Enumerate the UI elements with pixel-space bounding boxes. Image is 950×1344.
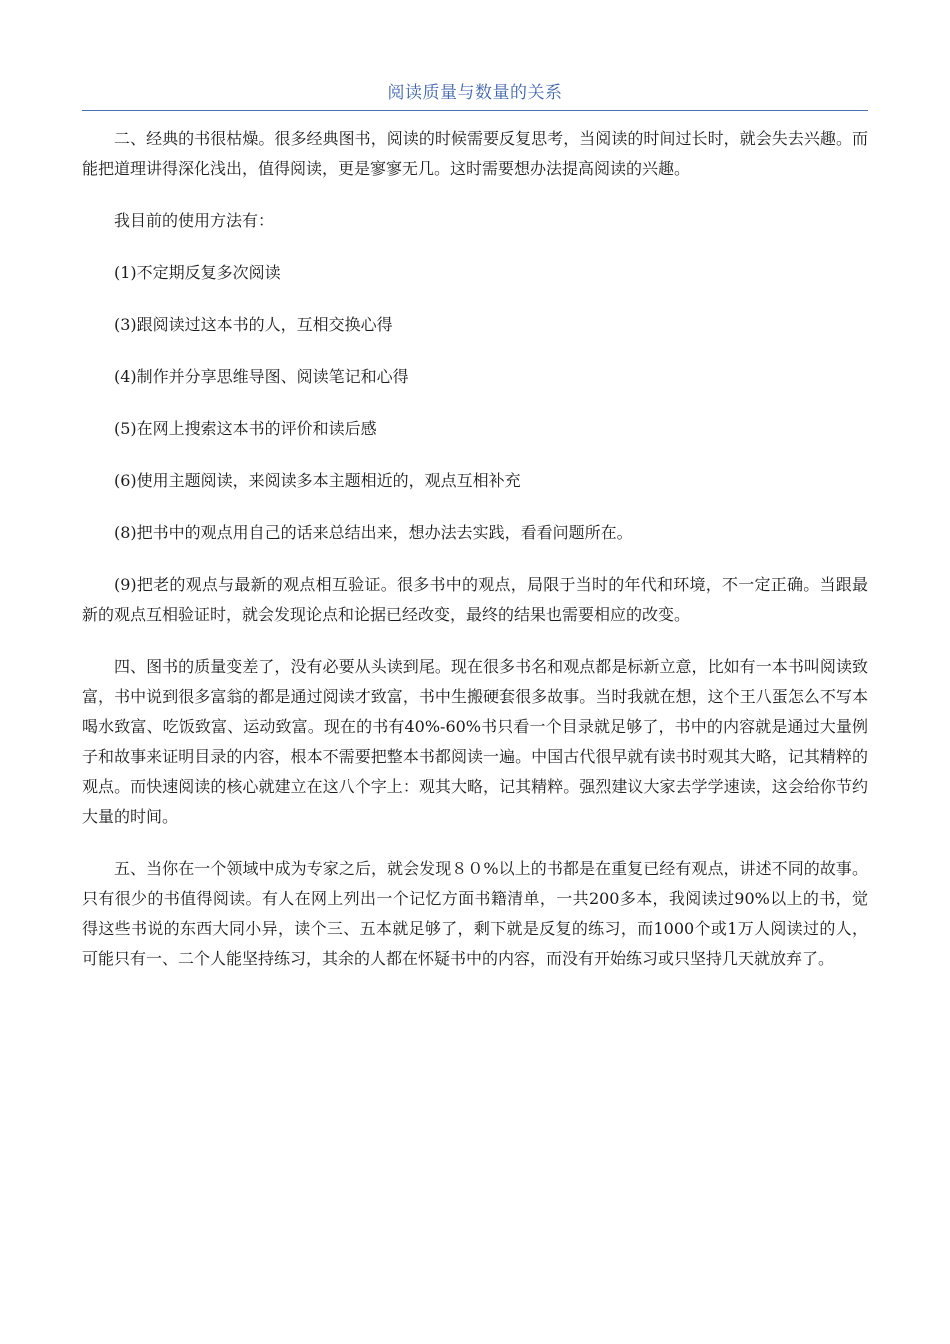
page-header — [82, 80, 868, 111]
paragraph-methods-intro: 我目前的使用方法有： — [114, 211, 275, 230]
document-body — [82, 124, 868, 974]
paragraph-expert: 五、当你在一个领域中成为专家之后，就会发现８０%以上的书都是在重复已经有观点，讲述不同的故事。只有很少的书值得阅读。有人在网上列出一个记忆方面书籍清单，一共200多本，我阅读过90%以上的书，觉得这些书说的东西大同小异，读个三、五本就足够了，剩下就是反复的练习，而1000个或1万人阅读过的人，可能只有一、二个人能坚持练习，其余的人都在怀疑书中的内容，而没有开始练习或只坚持几天就放弃了。 — [82, 859, 868, 968]
list-item: (4)制作并分享思维导图、阅读笔记和心得 — [114, 367, 409, 386]
paragraph-verify-views: (9)把老的观点与最新的观点相互验证。很多书中的观点，局限于当时的年代和环境，不一定正确。当跟最新的观点互相验证时，就会发现论点和论据已经改变，最终的结果也需要相应的改变。 — [82, 575, 868, 624]
list-item: (3)跟阅读过这本书的人，互相交换心得 — [114, 315, 393, 334]
list-item: (1)不定期反复多次阅读 — [114, 263, 281, 282]
list-item: (6)使用主题阅读，来阅读多本主题相近的，观点互相补充 — [114, 471, 521, 490]
header-title: 阅读质量与数量的关系 — [387, 83, 563, 103]
paragraph-classic-books: 二、经典的书很枯燥。很多经典图书，阅读的时候需要反复思考，当阅读的时间过长时，就会失去兴趣。而能把道理讲得深化浅出，值得阅读，更是寥寥无几。这时需要想办法提高阅读的兴趣。 — [82, 129, 868, 178]
list-item: (5)在网上搜索这本书的评价和读后感 — [114, 419, 377, 438]
list-item: (8)把书中的观点用自己的话来总结出来，想办法去实践，看看问题所在。 — [114, 523, 633, 542]
paragraph-book-quality: 四、图书的质量变差了，没有必要从头读到尾。现在很多书名和观点都是标新立意，比如有一本书叫阅读致富，书中说到很多富翁的都是通过阅读才致富，书中生搬硬套很多故事。当时我就在想，这个王八蛋怎么不写本喝水致富、吃饭致富、运动致富。现在的书有40%-60%书只看一个目录就足够了，书中的内容就是通过大量例子和故事来证明目录的内容，根本不需要把整本书都阅读一遍。中国古代很早就有读书时观其大略，记其精粹的观点。而快速阅读的核心就建立在这八个字上：观其大略，记其精粹。强烈建议大家去学学速读，这会给你节约大量的时间。 — [82, 657, 868, 826]
